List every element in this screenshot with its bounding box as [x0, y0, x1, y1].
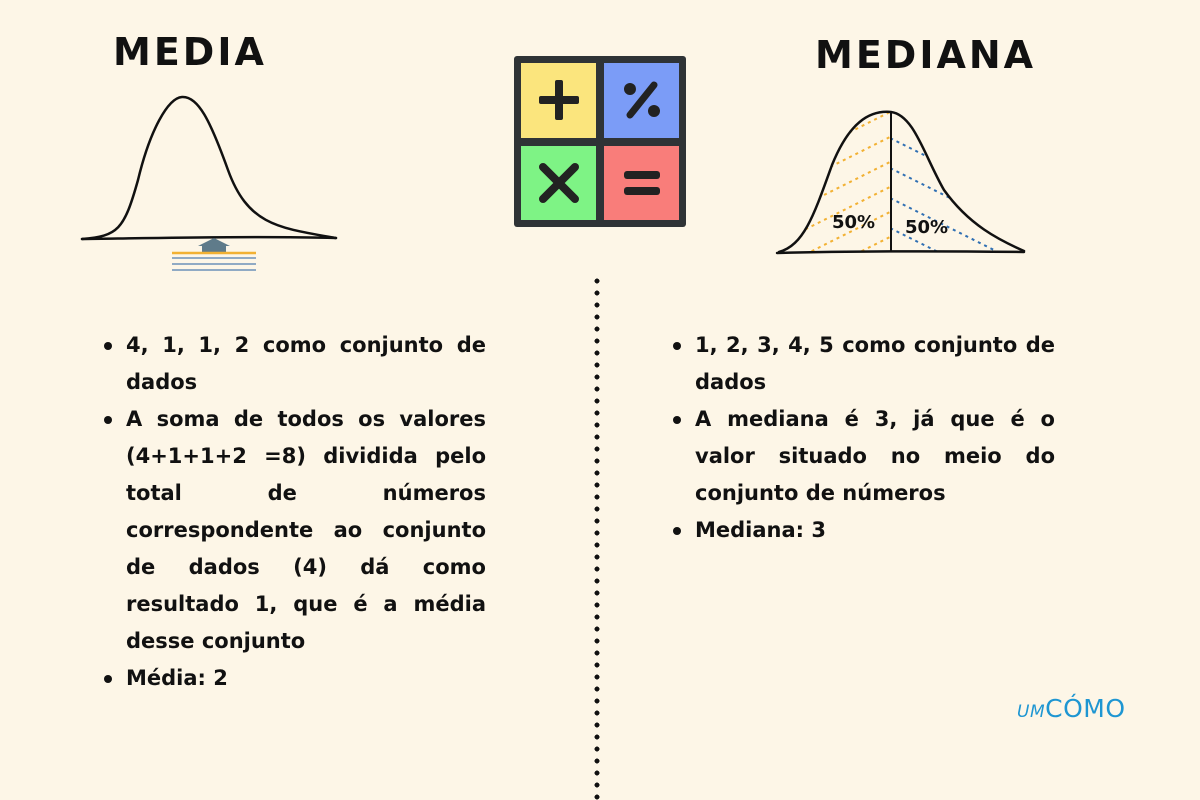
media-bullet-list [126, 327, 486, 697]
times-key [521, 146, 596, 221]
equals-icon [618, 159, 666, 207]
dotted-divider [594, 275, 600, 800]
mediana-bullet-list [695, 327, 1055, 549]
logo-name: CÓMO [1045, 694, 1126, 723]
media-title: MEDIA [113, 30, 267, 74]
list-item: 4, 1, 1, 2 como conjunto de dados [126, 327, 486, 401]
list-item: Média: 2 [126, 660, 486, 697]
house-icon [172, 238, 258, 272]
list-item: Mediana: 3 [695, 512, 1055, 549]
equals-key [604, 146, 679, 221]
umcomo-logo [1017, 694, 1126, 723]
media-bell-curve [78, 90, 343, 250]
list-item: 1, 2, 3, 4, 5 como conjunto de dados [695, 327, 1055, 401]
percent-icon [618, 76, 666, 124]
left-percent-label: 50% [832, 212, 876, 233]
mediana-title: MEDIANA [815, 33, 1037, 77]
right-percent-label: 50% [905, 217, 949, 238]
logo-prefix: UM [1017, 702, 1046, 722]
calculator-icon [514, 56, 686, 227]
plus-key [521, 63, 596, 138]
list-item: A soma de todos os valores (4+1+1+2 =8) dividida pelo total de números correspondente ao conjunto de dados (4) dá como resultado 1, que é a média desse conjunto [126, 401, 486, 660]
times-icon [535, 159, 583, 207]
mediana-skewed-curve [774, 105, 1030, 260]
percent-key [604, 63, 679, 138]
list-item: A mediana é 3, já que é o valor situado no meio do conjunto de números [695, 401, 1055, 512]
plus-icon [535, 76, 583, 124]
